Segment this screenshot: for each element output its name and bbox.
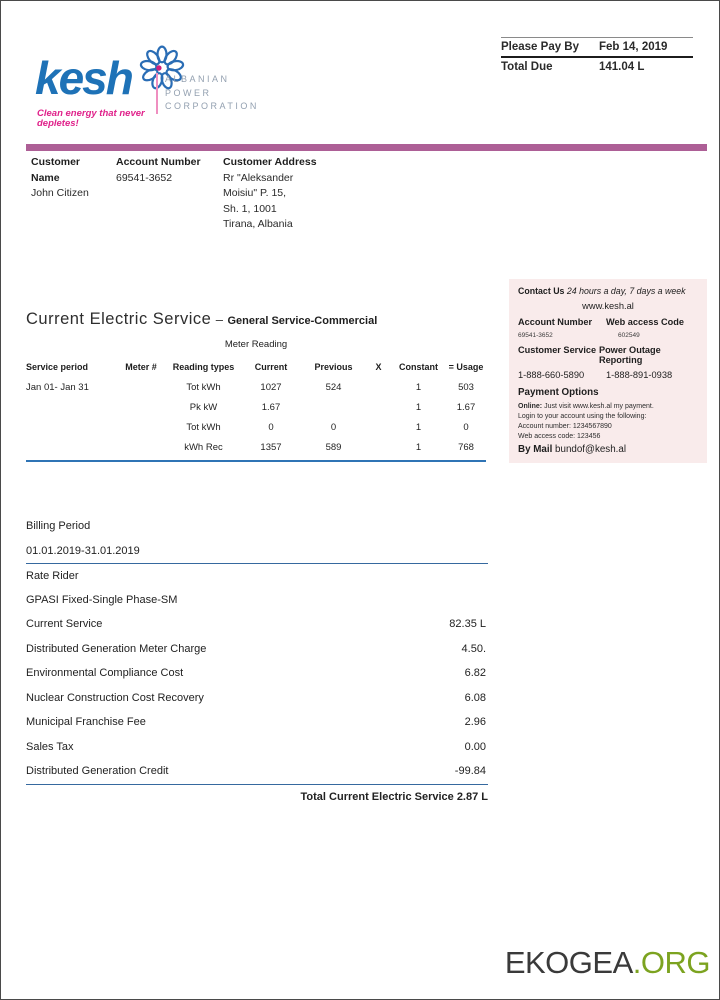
cell-usage: 768 [458,441,474,453]
charge-label: Municipal Franchise Fee [26,716,146,728]
address-line: Rr "Aleksander [223,171,294,184]
cell-constant: 1 [415,421,422,433]
contact-hours: 24 hours a day, 7 days a week [566,286,686,296]
charge-row [26,735,488,760]
cell-usage: 503 [458,381,474,393]
divider-bar [26,144,707,151]
total-due-value: 141.04 L [599,60,645,73]
cell-current: 1357 [260,441,282,453]
cell-type: Tot kWh [186,421,221,433]
customer-service-header: Customer Service [518,345,597,355]
ekogea-logo [505,945,710,981]
cell-period: Jan 01- Jan 31 [26,381,89,393]
company-name [156,73,259,114]
cell-type: kWh Rec [184,441,223,453]
account-number-small: 69541-3652 [518,332,553,339]
total-due-label: Total Due [501,60,553,73]
account-headers-row [518,317,698,327]
cell-constant: 1 [415,401,422,413]
rate-plan: GPASI Fixed-Single Phase-SM [26,593,178,606]
web-access-header: Web access Code [606,317,684,327]
charge-amount: 0.00 [464,740,486,753]
outage-phone: 1-888-891-0938 [606,370,673,380]
meter-reading-table [26,339,486,462]
col-header: = Usage [448,362,484,372]
col-header: Reading types [172,362,235,372]
payment-summary [501,37,693,75]
meter-reading-label: Meter Reading [224,339,288,350]
contact-us-line [518,286,698,296]
phones-row [518,370,698,380]
payment-options-title: Payment Options [518,387,599,398]
cell-previous: 0 [330,421,337,433]
contact-us-label: Contact Us [518,286,565,296]
kesh-logo [31,49,311,129]
company-line: ALBANIAN [165,74,230,84]
customer-address-block [223,155,333,233]
charge-label: Distributed Generation Meter Charge [26,642,207,655]
contact-payment-box [509,279,707,463]
ekogea-org-text: .ORG [632,945,710,980]
by-mail-email: bundof@kesh.al [555,444,626,455]
charge-amount: 4.50. [461,642,486,655]
pay-by-label: Please Pay By [501,41,580,53]
charge-row [26,710,488,735]
account-number-value: 69541-3652 [116,171,173,184]
cell-constant: 1 [415,381,422,393]
customer-service-phone: 1-888-660-5890 [518,370,585,380]
billing-section [26,514,488,808]
charge-amount: 6.82 [464,667,486,679]
cell-usage: 1.67 [456,401,476,413]
pay-by-date: Feb 14, 2019 [599,41,668,53]
website-text: www.kesh.al [582,301,634,311]
account-number-block [116,155,206,186]
charge-label: Environmental Compliance Cost [26,667,184,679]
cell-type: Tot kWh [186,381,221,393]
charge-amount: 6.08 [464,691,486,704]
ekogea-text: EKOGEA [504,945,633,980]
section-title [26,310,377,329]
charge-row [26,661,488,686]
customer-name-value: John Citizen [31,187,89,199]
service-headers-row [518,345,698,365]
charge-amount: 2.96 [464,716,486,728]
service-subtitle: General Service-Commercial [227,315,378,327]
billing-period-value: 01.01.2019-31.01.2019 [26,544,140,557]
company-line: CORPORATION [165,101,259,111]
kesh-wordmark: kesh [35,52,132,104]
charge-label: Current Service [26,618,103,630]
charge-label: Sales Tax [26,740,74,753]
address-line: Tirana, Albania [223,218,293,230]
col-header: Current [254,362,288,372]
by-mail-label: By Mail [518,444,553,455]
by-mail-line [518,444,698,455]
meter-grid [26,357,486,457]
account-values-row [518,332,698,339]
total-current-service: Total Current Electric Service 2.87 L [26,784,488,809]
col-header: Meter # [125,362,157,372]
total-due-row [501,56,693,75]
cell-current: 1.67 [261,401,281,413]
cell-previous: 524 [325,381,342,393]
charge-row [26,686,488,711]
customer-name-block [31,155,109,202]
col-header: Service period [26,362,89,372]
cell-type: Pk kW [189,401,218,413]
charge-label: Nuclear Construction Cost Recovery [26,691,204,704]
online-text: Just visit www.kesh.al my payment. [544,403,654,410]
web-access-code-value: 602549 [618,332,640,339]
account-line: Account number: 1234567890 [518,423,612,430]
charge-row [26,612,488,637]
customer-name-label: Customer Name [31,156,81,184]
charge-row [26,637,488,662]
cell-usage: 0 [463,421,469,433]
cell-current: 0 [268,421,274,433]
rate-rider-label: Rate Rider [26,563,488,588]
login-line: Login to your account using the following: [518,413,647,420]
account-number-label: Account Number [116,156,201,168]
account-number-header: Account Number [518,317,593,327]
address-line: Sh. 1, 1001 [223,202,277,215]
online-line [518,402,698,412]
customer-address-label: Customer Address [223,156,317,168]
col-header: X [375,362,382,372]
cell-current: 1027 [260,381,282,393]
service-title-text: Current Electric Service [26,310,212,328]
pay-by-row [501,37,693,56]
title-dash: – [215,312,223,327]
col-header: Constant [399,362,438,372]
cell-constant: 1 [415,441,422,453]
billing-period-label: Billing Period [26,520,91,532]
cell-previous: 589 [325,441,342,453]
logo-tagline: Clean energy that never depletes! [37,108,145,129]
address-line: Moisiu" P. 15, [223,187,287,199]
web-access-line: Web access code: 123456 [518,433,601,440]
charge-amount: 82.35 L [449,618,486,630]
charge-row [26,759,488,784]
col-header: Previous [314,362,353,372]
charge-amount: -99.84 [454,765,486,777]
online-label: Online: [518,403,543,410]
outage-header: Power Outage Reporting [598,345,661,365]
company-line: POWER [165,87,212,98]
charge-label: Distributed Generation Credit [26,765,169,777]
